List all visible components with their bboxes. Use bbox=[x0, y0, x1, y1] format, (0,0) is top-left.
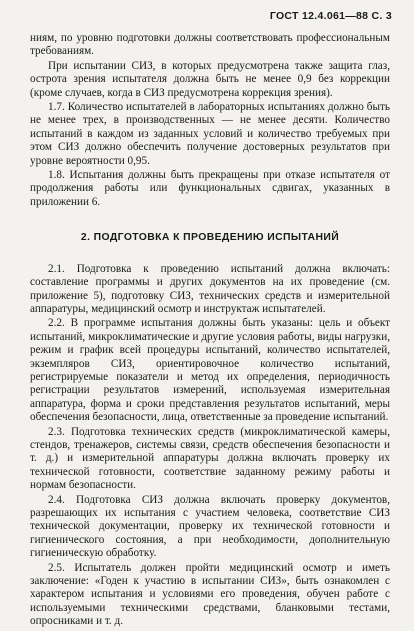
paragraph-2-4: 2.4. Подготовка СИЗ должна включать проверку документов, разрешающих их испытания с участием человека, соответствие СИЗ технической документации, проверку их технической готовности и гигиенического состояния, а при необходимости, дополнительную гигиеническую обработку. bbox=[30, 493, 390, 560]
page-header: ГОСТ 12.4.061—88 С. 3 bbox=[269, 10, 392, 22]
paragraph-2-2: 2.2. В программе испытания должны быть указаны: цель и объект испытаний, микроклиматические и другие условия работы, виды нагрузки, режим и график всей процедуры испытаний, количество испытателей, экземпляров СИЗ, ориентировочное количество испытаний, регистрируемые показатели и метод их определения, периодичность регистрации результатов измерений, используемая измерительная аппаратура, форма и сроки представления результатов испытаний, меры обеспечения безопасности, лица, ответственные за проведение испытаний. bbox=[30, 317, 390, 424]
paragraph-1-7: 1.7. Количество испытателей в лабораторных испытаниях должно быть не менее трех, в производственных — не менее десяти. Количество испытаний в каждом из заданных условий и количество требуемых при этом СИЗ должно обеспечить получение достоверных результатов при уровне вероятности 0,95. bbox=[30, 101, 390, 167]
paragraph-1-8: 1.8. Испытания должны быть прекращены при отказе испытателя от продолжения работы или функциональных сдвигах, указанных в приложении 6. bbox=[30, 169, 390, 208]
document-body bbox=[30, 32, 390, 629]
section-title: 2. ПОДГОТОВКА К ПРОВЕДЕНИЮ ИСПЫТАНИЙ bbox=[80, 232, 340, 244]
paragraph-2-1: 2.1. Подготовка к проведению испытаний должна включать: составление программы и других документов на их проведение (см. приложение 5), подготовку СИЗ, технических средств и измерительной аппаратуры, медицинский осмотр и инструктаж испытателей. bbox=[30, 262, 390, 315]
paragraph-2-3: 2.3. Подготовка технических средств (микроклиматической камеры, стендов, тренажеров, системы связи, средств обеспечения безопасности и т. д.) и измерительной аппаратуры должна включать проверку их технической готовности, соответствие заданному режиму работы и нормам безопасности. bbox=[30, 425, 390, 492]
paragraph-continuation: ниям, по уровню подготовки должны соответствовать профессиональным требованиям. bbox=[30, 32, 390, 58]
paragraph-2-5: 2.5. Испытатель должен пройти медицинский осмотр и иметь заключение: «Годен к участию в испытании СИЗ», быть ознакомлен с характером испытания и условиями его проведения, обучен работе с используемыми техническими средствами, бланковыми тестами, опросниками и т. д. bbox=[30, 561, 390, 628]
paragraph-eye-protection: При испытании СИЗ, в которых предусмотрена также защита глаз, острота зрения испытателя должна быть не менее 0,9 без коррекции (кроме случаев, когда в СИЗ предусмотрена коррекция зрения). bbox=[30, 59, 390, 99]
